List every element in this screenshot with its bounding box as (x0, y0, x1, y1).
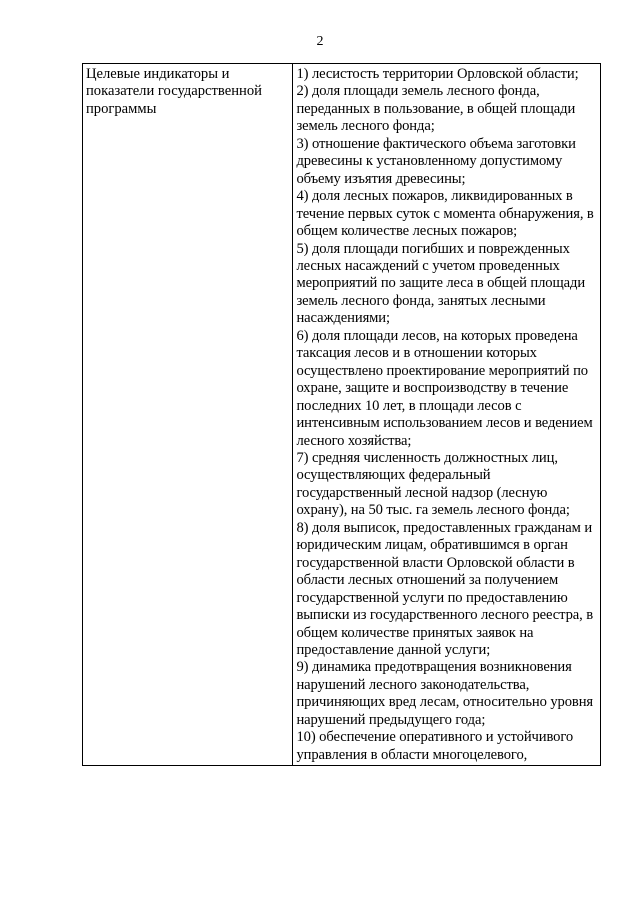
row-content-cell (293, 64, 601, 766)
indicator-item-10: 10) обеспечение оперативного и устойчивого управления в области многоцелевого, (296, 729, 574, 763)
row-label-cell (83, 64, 293, 766)
indicator-item-1: 1) лесистость территории Орловской области; (296, 66, 579, 82)
indicator-item-2: 2) доля площади земель лесного фонда, переданных в пользование, в общей площади земель лесного фонда; (296, 83, 576, 135)
table-row (83, 64, 601, 766)
indicator-item-8: 8) доля выписок, предоставленных гражданам и юридическим лицам, обратившимся в орган государственной власти Орловской области в области лесных отношений за получением государственной услуги по предоставлению выписки из государственного лесного реестра, в общем количестве принятых заявок на предоставление данной услуги; (296, 519, 594, 658)
indicator-item-9: 9) динамика предотвращения возникновения нарушений лесного законодательства, причиняющих вред лесам, относительно уровня нарушений предыдущего года; (296, 659, 594, 728)
page-number: 2 (316, 34, 324, 49)
program-indicators-table (82, 63, 601, 766)
indicator-item-7: 7) средняя численность должностных лиц, осуществляющих федеральный государственный лесной надзор (лесную охрану), на 50 тыс. га земель лесного фонда; (296, 449, 570, 519)
indicator-item-3: 3) отношение фактического объема заготовки древесины к установленному допустимому объему изъятия древесины; (296, 135, 576, 187)
indicator-item-5: 5) доля площади погибших и поврежденных лесных насаждений с учетом проведенных мероприятий по защите леса в общей площади земель лесного фонда, занятых лесными насаждениями; (296, 240, 586, 327)
row-label: Целевые индикаторы и показатели государственной программы (86, 66, 262, 117)
indicator-item-6: 6) доля площади лесов, на которых проведена таксация лесов и в отношении которых осуществлено проектирование мероприятий по охране, защите и воспроизводству в течение последних 10 лет, в площади лесов с интенсивным использованием лесов и ведением лесного хозяйства; (296, 327, 593, 449)
indicator-item-4: 4) доля лесных пожаров, ликвидированных в течение первых суток с момента обнаружения, в общем количестве лесных пожаров; (296, 188, 594, 240)
